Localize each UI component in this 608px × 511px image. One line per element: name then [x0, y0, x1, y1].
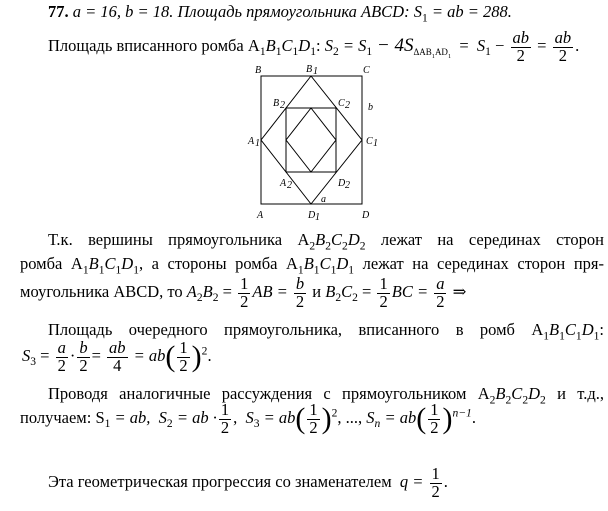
- para1-text2b: , а стороны ромба A: [138, 254, 298, 273]
- a2b2: A: [186, 281, 197, 301]
- problem-number: 77.: [48, 2, 69, 21]
- half-den: 2: [240, 291, 249, 311]
- para1-line1: Т.к. вершины прямоугольника $A_2B_2C_2D_2$ лежат на серединах сторон: [48, 230, 604, 253]
- rhombus-prefix: Площадь вписанного ромба A: [48, 35, 260, 55]
- rhombus-area-line: Площадь вписанного ромба $A_1B_1C_1D_1$: $S_2 = S_1 - 4S_{\Delta AB_1AD_1} = S_1$ − $\frac{ab}{2}$ = $\frac{ab}{2}$ .: [48, 28, 580, 65]
- para2-formula: $S_3$ = $\frac{a}{2}$ · $\frac{b}{2}$ = $\frac{ab}{4}$ = ab( $\frac{1}{2}$ )$^2$.: [22, 338, 212, 375]
- eq-s1: = S: [338, 35, 367, 55]
- rectangle-a2b2c2d2: [286, 108, 336, 172]
- svg-text:1: 1: [373, 138, 378, 149]
- problem-statement: 77. a = 16, b = 18. Площадь прямоугольника ABCD: $S_1$ = ab = 288.: [48, 2, 512, 25]
- para1-text3: моугольника ABCD, то: [20, 281, 183, 301]
- bc-eq: BC =: [391, 281, 433, 301]
- q-symbol: q =: [399, 471, 428, 491]
- para1-text2c: лежат на серединах сторон пря-: [354, 254, 604, 273]
- label-a: a: [321, 194, 326, 205]
- label-A2: A: [280, 178, 287, 189]
- svg-text:1: 1: [315, 212, 320, 223]
- para3-formula: получаем: $S_1$ = ab, $S_2$ = ab · $\frac{1}{2}$ , $S_3 = ab$( $\frac{1}{2}$ )$^2$, ..., $S_n = ab$( $\frac{1}{2}$ )$^{n-1}$.: [20, 400, 476, 437]
- frac-num: ab: [554, 28, 572, 47]
- conclusion-line: Эта геометрическая прогрессия со знаменателем q = $\frac{1}{2}$ .: [48, 464, 448, 501]
- a-num: a: [436, 274, 445, 293]
- para3-text2: получаем: S: [20, 407, 105, 427]
- para1-text1: Т.к. вершины прямоугольника A: [48, 230, 310, 249]
- s2-symbol: S: [324, 35, 333, 55]
- para3-line1: Проводя аналогичные рассуждения с прямоугольником $A_2B_2C_2D_2$ и т.д.,: [48, 384, 604, 407]
- label-B2: B: [273, 98, 280, 109]
- label-C1: C: [366, 136, 373, 147]
- frac-den: 2: [516, 45, 525, 65]
- and-word: и: [312, 281, 326, 301]
- b-num: b: [295, 274, 305, 293]
- implies-arrow: ⇒: [452, 281, 467, 301]
- label-C: C: [363, 65, 370, 76]
- frac-den: 2: [558, 45, 567, 65]
- triangle-sub: ΔA: [413, 47, 426, 58]
- label-D2: D: [338, 178, 346, 189]
- label-A: A: [257, 210, 264, 221]
- problem-given-tail: = ab = 288.: [427, 2, 512, 21]
- para2-text1: Площадь очередного прямоугольника, вписанного в ромб A: [48, 320, 544, 339]
- label-B: B: [255, 65, 262, 76]
- svg-text:2: 2: [287, 180, 292, 191]
- problem-given: a = 16, b = 18. Площадь прямоугольника ABCD: S: [72, 2, 422, 21]
- para1-text1b: лежат на серединах сторон: [365, 230, 604, 249]
- para2-line1: Площадь очередного прямоугольника, вписанного в ромб $A_1B_1C_1D_1$:: [48, 320, 604, 343]
- label-B1: B: [306, 64, 313, 75]
- b2c2: B: [325, 281, 336, 301]
- label-C2: C: [338, 98, 345, 109]
- fraction-ab-2-result: [553, 30, 574, 64]
- svg-text:1: 1: [313, 66, 318, 77]
- label-D: D: [362, 210, 370, 221]
- inner-rhombus: [286, 108, 336, 172]
- label-D1: D: [308, 210, 316, 221]
- half-num: 1: [240, 274, 249, 293]
- svg-text:2: 2: [280, 100, 285, 111]
- para1-line3: моугольника ABCD, то $A_2B_2$ = $\frac{1}{2}$ AB = $\frac{b}{2}$ и $B_2C_2$ = $\frac{1}{2}$ BC = $\frac{a}{2}$ ⇒: [20, 274, 467, 311]
- para3-text1: Проводя аналогичные рассуждения с прямоугольником A: [48, 384, 490, 403]
- frac-num: ab: [512, 28, 529, 47]
- para1-line2: ромба $A_1B_1C_1D_1$, а стороны ромба $A_1B_1C_1D_1$ лежат на серединах сторон пря-: [20, 254, 604, 277]
- minus-four-s: − 4S: [372, 34, 414, 56]
- conclusion-text: Эта геометрическая прогрессия со знаменателем: [48, 471, 392, 491]
- s3-symbol: S: [22, 345, 31, 365]
- para1-text2: ромба A: [20, 254, 83, 273]
- svg-text:2: 2: [345, 180, 350, 191]
- fraction-ab-2: [511, 30, 532, 64]
- svg-text:2: 2: [345, 100, 350, 111]
- label-A1: A: [248, 136, 255, 147]
- svg-text:1: 1: [255, 138, 260, 149]
- label-b: b: [368, 102, 373, 113]
- ab-eq: AB =: [252, 281, 292, 301]
- geometry-figure: [245, 62, 385, 224]
